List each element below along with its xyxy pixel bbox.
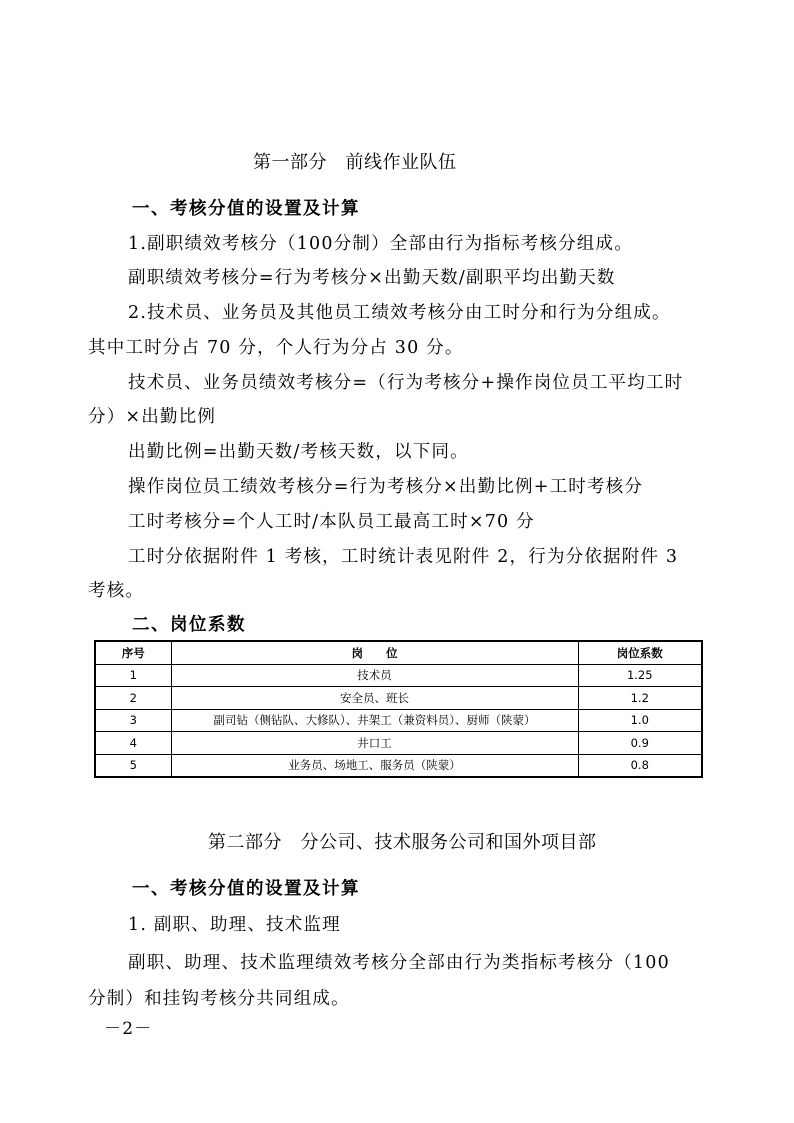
table-row: [95, 754, 702, 777]
page-number: －2－: [104, 1019, 153, 1039]
table-cell: 副司钻（侧钻队、大修队）、井架工（兼资料员）、厨师（陕蒙）: [171, 709, 578, 732]
table-cell: 5: [95, 754, 171, 777]
position-coefficient-table: [94, 640, 703, 778]
paragraph: 操作岗位员工绩效考核分=行为考核分×出勤比例+工时考核分: [128, 477, 644, 497]
paragraph: 技术员、业务员绩效考核分=（行为考核分+操作岗位员工平均工时: [128, 373, 684, 393]
table-row: [95, 687, 702, 710]
part1-section1-heading: 一、考核分值的设置及计算: [132, 199, 360, 219]
table-cell: 井口工: [171, 732, 578, 755]
part2-section1-heading: 一、考核分值的设置及计算: [132, 879, 360, 899]
part1-section2-heading: 二、岗位系数: [132, 615, 246, 635]
table-cell: 1: [95, 664, 171, 687]
paragraph: 分）×出勤比例: [88, 407, 217, 427]
table-cell: 安全员、班长: [171, 687, 578, 710]
table-cell: 1.2: [578, 687, 702, 710]
paragraph: 考核。: [88, 581, 145, 601]
table-cell: 4: [95, 732, 171, 755]
header-cell: 序号: [95, 641, 171, 664]
paragraph: 副职绩效考核分=行为考核分×出勤天数/副职平均出勤天数: [128, 268, 616, 288]
paragraph: 出勤比例=出勤天数/考核天数，以下同。: [128, 442, 469, 462]
header-cell: 岗 位: [171, 641, 578, 664]
paragraph: 其中工时分占 70 分，个人行为分占 30 分。: [88, 338, 464, 358]
paragraph: 分制）和挂钩考核分共同组成。: [88, 989, 350, 1009]
paragraph: 1. 副职、助理、技术监理: [128, 915, 341, 935]
table-row: [95, 709, 702, 732]
table-cell: 0.9: [578, 732, 702, 755]
table-cell: 0.8: [578, 754, 702, 777]
paragraph: 副职、助理、技术监理绩效考核分全部由行为类指标考核分（100: [128, 953, 670, 973]
table-cell: 技术员: [171, 664, 578, 687]
table-cell: 2: [95, 687, 171, 710]
table-row: [95, 732, 702, 755]
paragraph: 1.副职绩效考核分（100分制）全部由行为指标考核分组成。: [128, 234, 633, 254]
table-cell: 3: [95, 709, 171, 732]
table-cell: 业务员、场地工、服务员（陕蒙）: [171, 754, 578, 777]
header-cell: 岗位系数: [578, 641, 702, 664]
table-cell: 1.0: [578, 709, 702, 732]
part1-title: 第一部分 前线作业队伍: [253, 152, 457, 173]
table-cell: 1.25: [578, 664, 702, 687]
paragraph: 工时考核分=个人工时/本队员工最高工时×70 分: [128, 512, 535, 532]
paragraph: 工时分依据附件 1 考核，工时统计表见附件 2，行为分依据附件 3: [128, 547, 679, 567]
part2-title: 第二部分 分公司、技术服务公司和国外项目部: [208, 832, 597, 853]
paragraph: 2.技术员、业务员及其他员工绩效考核分由工时分和行为分组成。: [128, 303, 671, 323]
table-header-row: [95, 641, 702, 664]
table-row: [95, 664, 702, 687]
